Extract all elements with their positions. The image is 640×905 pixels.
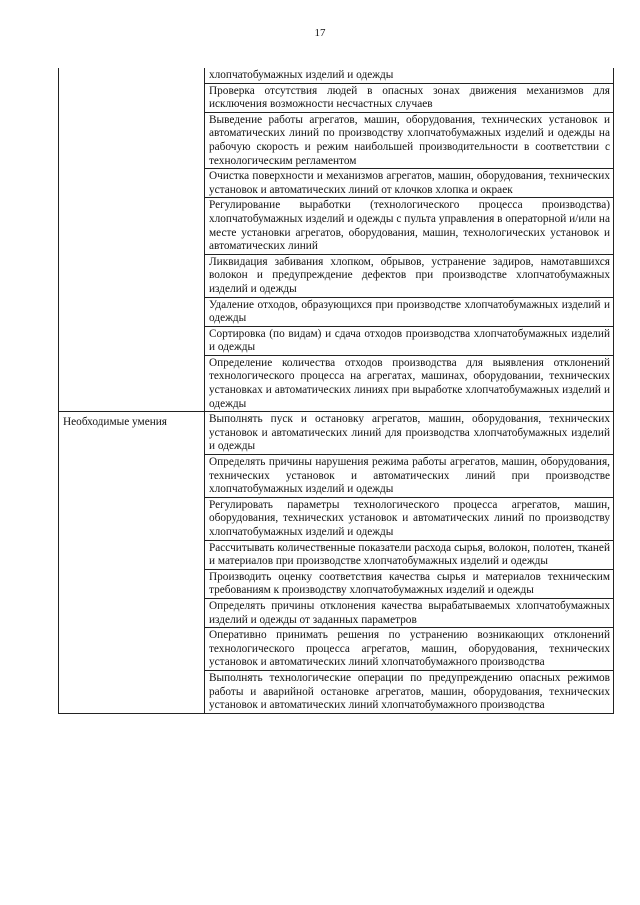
table-cell: Регулировать параметры технологического процесса агрегатов, машин, оборудования, технических установок и автоматических линий по производству хлопчатобумажных изделий и одежды (205, 497, 614, 540)
table-cell: Определять причины нарушения режима работы агрегатов, машин, оборудования, технических установок и автоматических линий при производстве хлопчатобумажных изделий и одежды (205, 455, 614, 498)
section-label-cell (59, 68, 205, 412)
table-cell: Очистка поверхности и механизмов агрегатов, машин, оборудования, технических установок и автоматических линий от клочков хлопка и окраек (205, 169, 614, 198)
table-cell: Регулирование выработки (технологического процесса производства) хлопчатобумажных изделий и одежды с пульта управления в операторной и/или на месте установки агрегатов, оборудования, машин, технологических установок и автоматических линий (205, 198, 614, 254)
table-cell: Определять причины отклонения качества вырабатываемых хлопчатобумажных изделий и одежды от заданных параметров (205, 598, 614, 627)
section-label-cell (59, 412, 205, 713)
page-number: 17 (314, 27, 326, 39)
table-cell: Выведение работы агрегатов, машин, оборудования, технических установок и автоматических линий по производству хлопчатобумажных изделий и одежды на рабочую скорость и режим наибольшей производительности в соответствии с технологическим регламентом (205, 112, 614, 168)
table-cell: Рассчитывать количественные показатели расхода сырья, волокон, полотен, тканей и материалов при производстве хлопчатобумажных изделий и одежды (205, 540, 614, 569)
competency-table (58, 68, 614, 714)
table-row (59, 68, 614, 83)
table-cell: хлопчатобумажных изделий и одежды (205, 68, 614, 83)
table-cell: Проверка отсутствия людей в опасных зонах движения механизмов для исключения возможности несчастных случаев (205, 83, 614, 112)
table-cell: Сортировка (по видам) и сдача отходов производства хлопчатобумажных изделий и одежды (205, 326, 614, 355)
table-cell: Ликвидация забивания хлопком, обрывов, устранение задиров, намотавшихся волокон и предупреждение дефектов при производстве хлопчатобумажных изделий и одежды (205, 254, 614, 297)
table-cell: Определение количества отходов производства для выявления отклонений технологического процесса на агрегатах, машинах, оборудовании, технических установках и автоматических линиях при выработке хлопчатобумажных изделий и одежды (205, 355, 614, 411)
table-cell: Выполнять технологические операции по предупреждению опасных режимов работы и аварийной остановке агрегатов, машин, оборудования, технических установок и автоматических линий хлопчатобумажного производства (205, 670, 614, 713)
section-label: Необходимые умения (63, 416, 167, 429)
table-cell: Выполнять пуск и остановку агрегатов, машин, оборудования, технических установок и автоматических линий для производства хлопчатобумажных изделий и одежды (205, 412, 614, 455)
table-cell: Удаление отходов, образующихся при производстве хлопчатобумажных изделий и одежды (205, 297, 614, 326)
table-cell: Производить оценку соответствия качества сырья и материалов техническим требованиям к производству хлопчатобумажных изделий и одежды (205, 569, 614, 598)
table-row (59, 412, 614, 455)
table-cell: Оперативно принимать решения по устранению возникающих отклонений технологического процесса агрегатов, машин, оборудования, технических установок и автоматических линий хлопчатобумажного производства (205, 628, 614, 671)
